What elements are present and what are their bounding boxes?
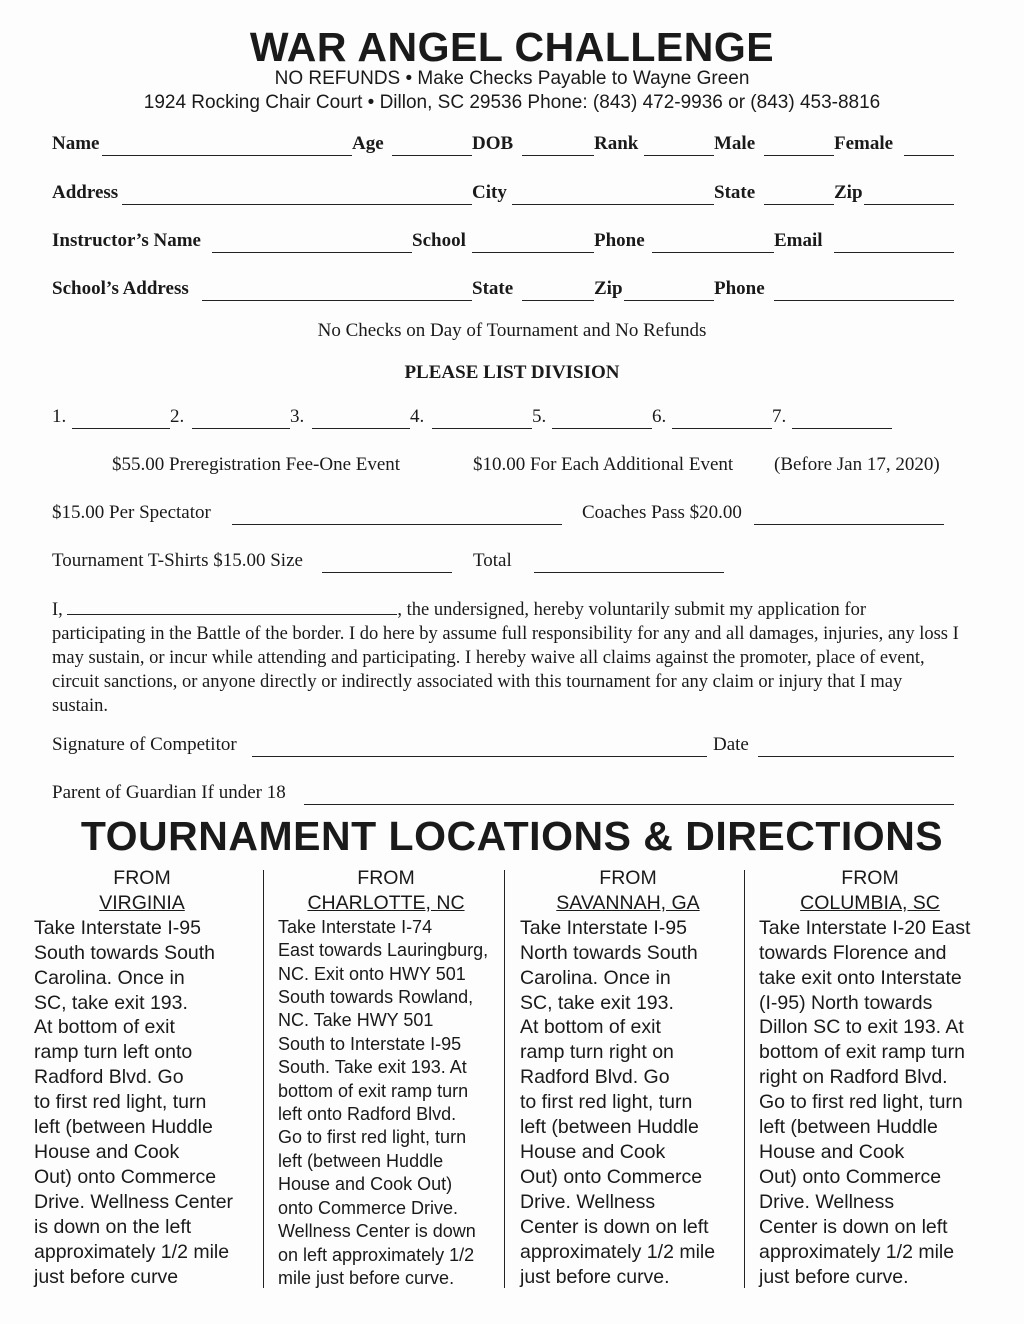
signature-label: Signature of Competitor: [52, 734, 237, 755]
phone-field[interactable]: [652, 251, 774, 253]
spectator-row: [52, 501, 956, 527]
guardian-label: Parent of Guardian If under 18: [52, 782, 286, 803]
list-division-heading: PLEASE LIST DIVISION: [404, 362, 620, 383]
email-label: Email: [774, 230, 823, 251]
state-field[interactable]: [764, 203, 834, 205]
division-3-label: 3.: [290, 406, 305, 427]
directions-virginia: [34, 866, 250, 1289]
directions-savannah: [520, 866, 736, 1289]
dob-field[interactable]: [522, 154, 594, 156]
prereg-fee: $55.00 Preregistration Fee-One Event: [112, 454, 401, 475]
tshirt-row: [52, 549, 956, 575]
from-label: FROM: [841, 867, 899, 889]
total-label: Total: [473, 550, 512, 571]
zip-label: Zip: [834, 182, 863, 203]
column-divider: [504, 870, 505, 1288]
zip-field[interactable]: [864, 203, 954, 205]
division-2-field[interactable]: [192, 427, 290, 429]
contact-address: 1924 Rocking Chair Court • Dillon, SC 29536 Phone: (843) 472-9936 or (843) 453-8816: [143, 92, 881, 113]
female-field[interactable]: [904, 154, 954, 156]
address-label: Address: [52, 182, 119, 203]
origin-city: SAVANNAH, GA: [556, 891, 700, 914]
additional-fee: $10.00 For Each Additional Event: [473, 454, 734, 475]
total-field[interactable]: [534, 571, 724, 573]
tshirt-size-field[interactable]: [322, 571, 452, 573]
origin-city: CHARLOTTE, NC: [307, 891, 465, 914]
school-state-field[interactable]: [522, 299, 594, 301]
waiver-paragraph: [52, 598, 962, 718]
coaches-pass-field[interactable]: [754, 523, 944, 525]
division-1-field[interactable]: [72, 427, 170, 429]
address-field[interactable]: [122, 203, 472, 205]
directions-text: Take Interstate I-95 South towards South Carolina. Once in SC, take exit 193. At bottom of exit ramp turn left onto Radford Blvd. Go to first red light, turn left (between Huddle House and Cook Out) onto Commerce Drive. Wellness Center is down on the left approximately 1/2 mile just before curve: [34, 916, 234, 1288]
city-label: City: [472, 182, 507, 203]
page-title: WAR ANGEL CHALLENGE: [249, 24, 775, 70]
school-address-label: School’s Address: [52, 278, 189, 299]
division-6-label: 6.: [652, 406, 667, 427]
spectator-field[interactable]: [232, 523, 562, 525]
name-label: Name: [52, 133, 100, 154]
school-address-field[interactable]: [202, 299, 472, 301]
coaches-pass-label: Coaches Pass $20.00: [582, 502, 742, 523]
school-state-label: State: [472, 278, 514, 299]
waiver-prefix: I,: [52, 600, 63, 620]
waiver-text: , the undersigned, hereby voluntarily submit my application for participating in the Battle of the border. I do here by assume full responsibility for any and all damages, injuries, any loss I may sustain, or incur while attending and participating. I hereby waive all claims against the promoter, place of event, circuit sanctions, or anyone directly or indirectly associated with this tournament for any claim or injury that I may sustain.: [52, 600, 959, 716]
origin-city: COLUMBIA, SC: [800, 891, 940, 914]
female-label: Female: [834, 133, 894, 154]
state-label: State: [714, 182, 756, 203]
directions-text: Take Interstate I-95 North towards South Carolina. Once in SC, take exit 193. At bottom of exit ramp turn right on Radford Blvd. Go to first red light, turn left (between Huddle House and Cook Out) onto Commerce Drive. Wellness Center is down on left approximately 1/2 mile just before curve.: [520, 916, 716, 1288]
fees-row: [52, 453, 956, 479]
school-label: School: [412, 230, 466, 251]
school-field[interactable]: [472, 251, 594, 253]
guardian-field[interactable]: [304, 803, 954, 805]
division-5-label: 5.: [532, 406, 547, 427]
address-row: [52, 181, 956, 207]
email-field[interactable]: [834, 251, 954, 253]
division-6-field[interactable]: [672, 427, 772, 429]
no-checks-notice: No Checks on Day of Tournament and No Refunds: [317, 320, 707, 341]
directions-text: Take Interstate I-20 East towards Florence and take exit onto Interstate (I-95) North towards Dillon SC to exit 193. At bottom of exit ramp turn right on Radford Blvd. Go to first red light, turn left (between Huddle House and Cook Out) onto Commerce Drive. Wellness Center is down on left approximately 1/2 mile just before curve.: [759, 916, 971, 1288]
male-field[interactable]: [764, 154, 834, 156]
school-address-row: [52, 277, 956, 303]
age-field[interactable]: [392, 154, 472, 156]
from-label: FROM: [599, 867, 657, 889]
phone-label: Phone: [594, 230, 645, 251]
city-field[interactable]: [512, 203, 714, 205]
division-7-field[interactable]: [792, 427, 892, 429]
instructor-label: Instructor’s Name: [52, 230, 201, 251]
deadline-note: (Before Jan 17, 2020): [774, 454, 940, 475]
division-7-label: 7.: [772, 406, 787, 427]
division-3-field[interactable]: [312, 427, 410, 429]
tshirt-label: Tournament T-Shirts $15.00 Size: [52, 550, 303, 571]
origin-city: VIRGINIA: [99, 891, 185, 914]
division-row: [52, 405, 956, 431]
column-divider: [744, 870, 745, 1288]
school-phone-label: Phone: [714, 278, 765, 299]
spectator-label: $15.00 Per Spectator: [52, 502, 211, 523]
division-5-field[interactable]: [552, 427, 652, 429]
from-label: FROM: [113, 867, 171, 889]
refund-notice: NO REFUNDS • Make Checks Payable to Wayne Green: [274, 68, 750, 89]
school-zip-field[interactable]: [624, 299, 714, 301]
dob-label: DOB: [472, 133, 514, 154]
signature-row: [52, 733, 956, 759]
locations-title: TOURNAMENT LOCATIONS & DIRECTIONS: [80, 813, 944, 859]
rank-field[interactable]: [644, 154, 714, 156]
division-2-label: 2.: [170, 406, 185, 427]
date-field[interactable]: [758, 755, 954, 757]
division-4-label: 4.: [410, 406, 425, 427]
school-zip-label: Zip: [594, 278, 623, 299]
date-label: Date: [713, 734, 749, 755]
instructor-field[interactable]: [212, 251, 412, 253]
division-4-field[interactable]: [432, 427, 532, 429]
column-divider: [263, 870, 264, 1288]
division-1-label: 1.: [52, 406, 67, 427]
rank-label: Rank: [594, 133, 639, 154]
guardian-row: [52, 781, 956, 807]
directions-columbia: [759, 866, 981, 1289]
male-label: Male: [714, 133, 756, 154]
age-label: Age: [352, 133, 384, 154]
name-field[interactable]: [102, 154, 352, 156]
waiver-name-field[interactable]: [67, 600, 397, 615]
from-label: FROM: [357, 867, 415, 889]
signature-field[interactable]: [252, 755, 707, 757]
school-phone-field[interactable]: [774, 299, 954, 301]
directions-charlotte: [278, 866, 494, 1290]
instructor-row: [52, 229, 956, 255]
personal-info-row: [52, 132, 956, 158]
directions-text: Take Interstate I-74 East towards Lauringburg, NC. Exit onto HWY 501 South towards Rowland, NC. Take HWY 501 South to Interstate I-95 South. Take exit 193. At bottom of exit ramp turn left onto Radford Blvd. Go to first red light, turn left (between Huddle House and Cook Out) onto Commerce Drive. Wellness Center is down on left approximately 1/2 mile just before curve.: [278, 916, 489, 1288]
